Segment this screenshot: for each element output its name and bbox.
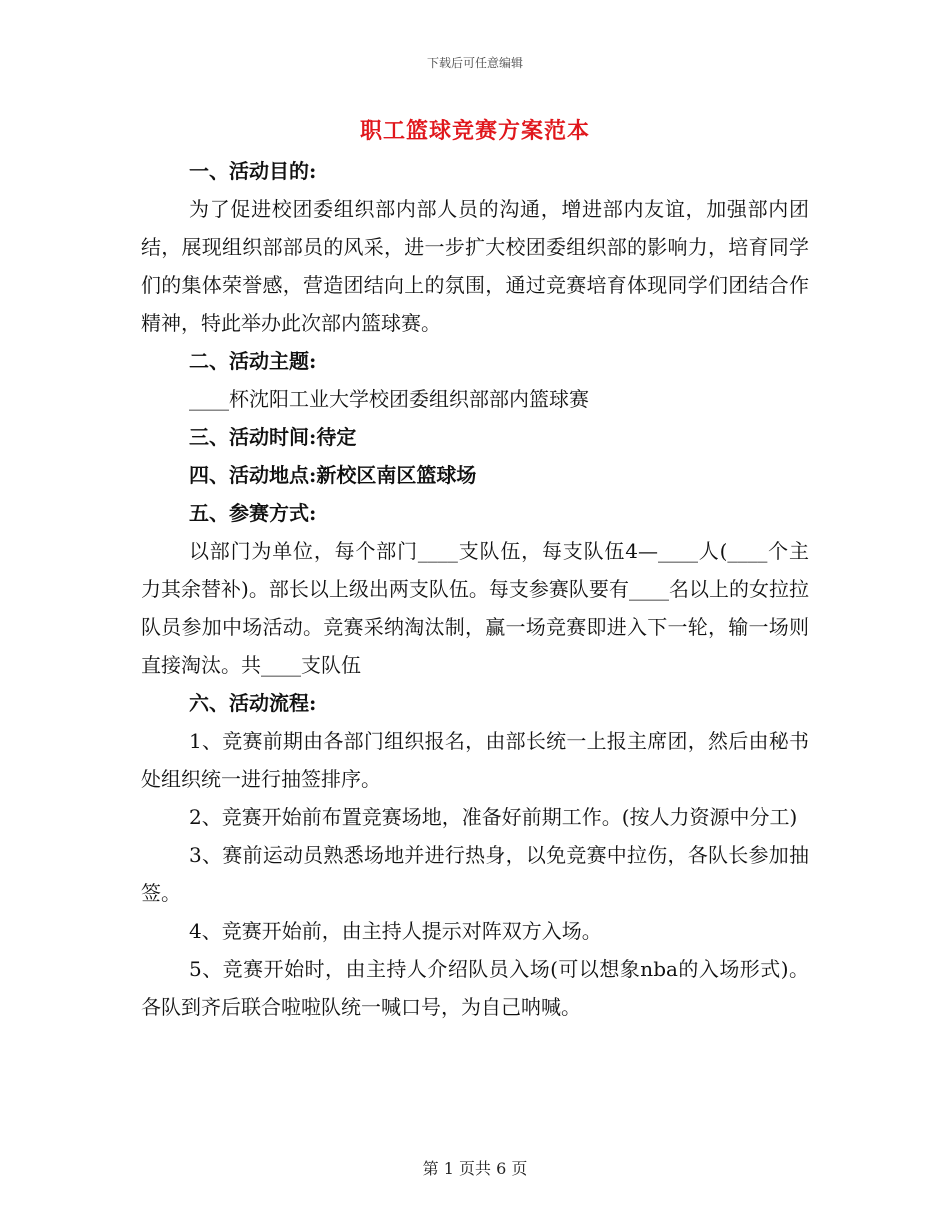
document-body xyxy=(141,152,809,1026)
section-heading-theme: 二、活动主题: xyxy=(189,349,317,373)
page-number-footer: 第 1 页共 6 页 xyxy=(422,1159,528,1178)
process-item: 1、竞赛前期由各部门组织报名，由部长统一上报主席团，然后由秘书处组织统一进行抽签排序。 xyxy=(141,729,809,791)
document-title: 职工篮球竞赛方案范本 xyxy=(359,118,590,144)
section-body-purpose: 为了促进校团委组织部内部人员的沟通，增进部内友谊，加强部内团结，展现组织部部员的风采，进一步扩大校团委组织部的影响力，培育同学们的集体荣誉感，营造团结向上的氛围，通过竞赛培育体现同学们团结合作精神，特此举办此次部内篮球赛。 xyxy=(141,197,809,335)
section-body-theme: ____杯沈阳工业大学校团委组织部部内篮球赛 xyxy=(189,387,589,411)
process-item: 3、赛前运动员熟悉场地并进行热身，以免竞赛中拉伤，各队长参加抽签。 xyxy=(141,843,809,905)
section-heading-purpose: 一、活动目的: xyxy=(189,159,317,183)
process-item: 2、竞赛开始前布置竞赛场地，准备好前期工作。(按人力资源中分工) xyxy=(189,805,798,829)
header-note: 下载后可任意编辑 xyxy=(426,56,523,70)
process-item: 5、竞赛开始时，由主持人介绍队员入场(可以想象nba的入场形式)。各队到齐后联合啦啦队统一喊口号，为自己呐喊。 xyxy=(141,957,809,1019)
section-heading-time: 三、活动时间:待定 xyxy=(189,425,357,449)
section-heading-process: 六、活动流程: xyxy=(189,691,317,715)
section-body-participation: 以部门为单位，每个部门____支队伍，每支队伍4—____人(____个主力其余替补)。部长以上级出两支队伍。每支参赛队要有____名以上的女拉拉队员参加中场活动。竞赛采纳淘汰制，赢一场竞赛即进入下一轮，输一场则直接淘汰。共____支队伍 xyxy=(141,539,809,677)
section-heading-participation: 五、参赛方式: xyxy=(189,501,317,525)
process-item: 4、竞赛开始前，由主持人提示对阵双方入场。 xyxy=(189,919,602,943)
section-heading-location: 四、活动地点:新校区南区篮球场 xyxy=(189,463,477,487)
